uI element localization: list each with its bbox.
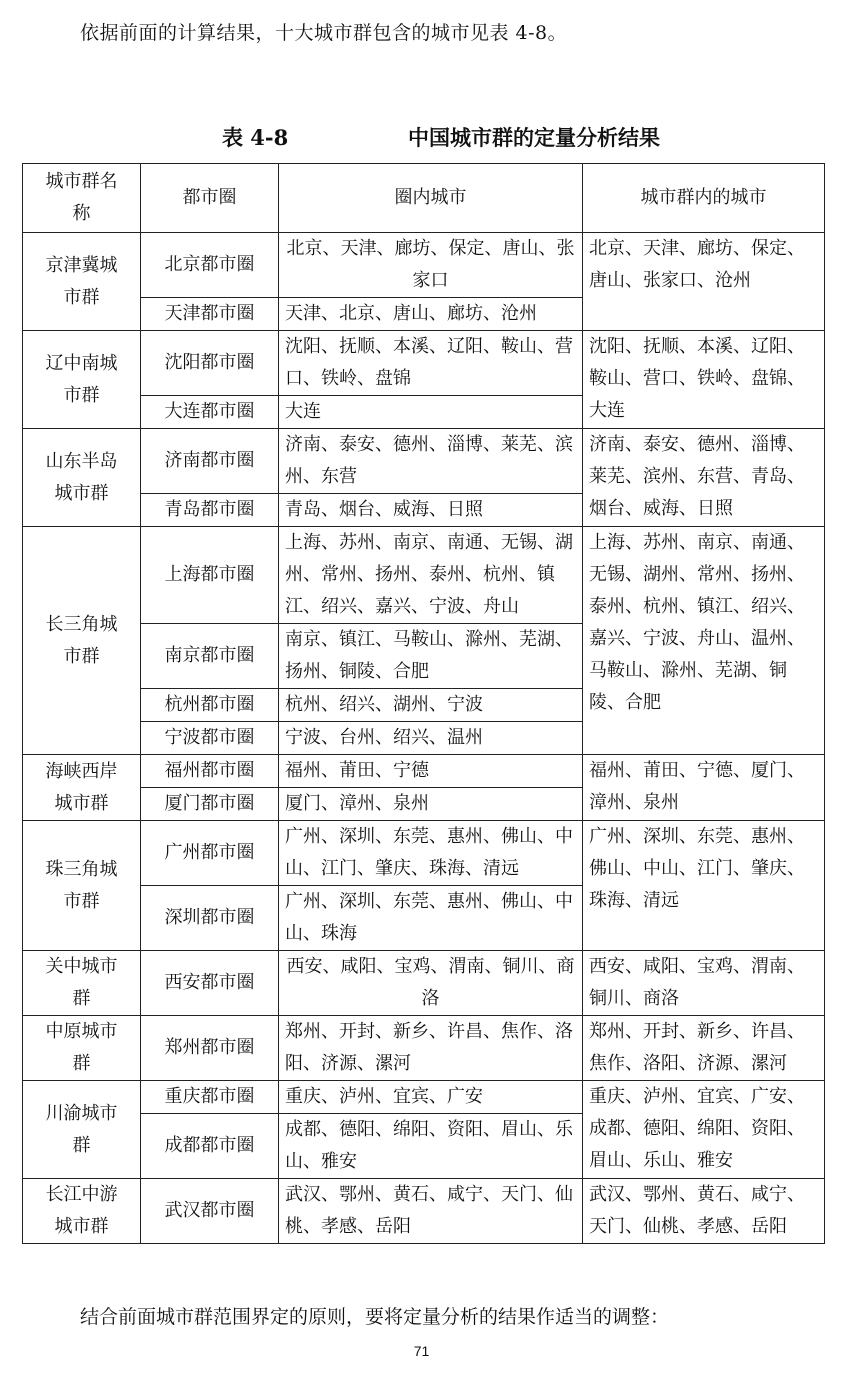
cluster-name-cell: 中原城市群 <box>23 1016 141 1081</box>
metro-name-cell: 青岛都市圈 <box>141 494 279 527</box>
cluster-name-cell: 长三角城市群 <box>23 527 141 755</box>
table-title: 中国城市群的定量分析结果 <box>408 125 660 150</box>
intro-paragraph: 依据前面的计算结果，十大城市群包含的城市见表 4-8。 <box>80 22 568 44</box>
metro-cities-cell: 武汉、鄂州、黄石、咸宁、天门、仙桃、孝感、岳阳 <box>279 1179 583 1244</box>
metro-cities-cell: 重庆、泸州、宜宾、广安 <box>279 1081 583 1114</box>
table-header-row <box>23 164 825 233</box>
table-row <box>23 429 825 494</box>
header-cluster-cities: 城市群内的城市 <box>583 164 825 233</box>
metro-name-cell: 沈阳都市圈 <box>141 331 279 396</box>
cluster-cities-cell: 福州、莆田、宁德、厦门、漳州、泉州 <box>583 755 825 821</box>
metro-cities-cell: 厦门、漳州、泉州 <box>279 788 583 821</box>
metro-name-cell: 福州都市圈 <box>141 755 279 788</box>
metro-cities-cell: 天津、北京、唐山、廊坊、沧州 <box>279 298 583 331</box>
cluster-name-cell: 辽中南城市群 <box>23 331 141 429</box>
metro-name-cell: 西安都市圈 <box>141 951 279 1016</box>
metro-cities-cell: 郑州、开封、新乡、许昌、焦作、洛阳、济源、漯河 <box>279 1016 583 1081</box>
metro-cities-cell: 成都、德阳、绵阳、资阳、眉山、乐山、雅安 <box>279 1114 583 1179</box>
table-row <box>23 1081 825 1114</box>
table-row <box>23 755 825 788</box>
metro-cities-cell: 北京、天津、廊坊、保定、唐山、张家口 <box>279 233 583 298</box>
metro-name-cell: 宁波都市圈 <box>141 722 279 755</box>
metro-cities-cell: 南京、镇江、马鞍山、滁州、芜湖、扬州、铜陵、合肥 <box>279 624 583 689</box>
cluster-name-cell: 川渝城市群 <box>23 1081 141 1179</box>
cluster-name-cell: 海峡西岸城市群 <box>23 755 141 821</box>
cluster-cities-cell: 西安、咸阳、宝鸡、渭南、铜川、商洛 <box>583 951 825 1016</box>
metro-name-cell: 天津都市圈 <box>141 298 279 331</box>
cluster-cities-cell: 武汉、鄂州、黄石、咸宁、天门、仙桃、孝感、岳阳 <box>583 1179 825 1244</box>
metro-name-cell: 济南都市圈 <box>141 429 279 494</box>
metro-cities-cell: 青岛、烟台、威海、日照 <box>279 494 583 527</box>
metro-name-cell: 重庆都市圈 <box>141 1081 279 1114</box>
header-cluster-name: 城市群名称 <box>23 164 141 233</box>
metro-name-cell: 杭州都市圈 <box>141 689 279 722</box>
page-number: 71 <box>413 1343 430 1359</box>
table-row <box>23 331 825 396</box>
metro-name-cell: 厦门都市圈 <box>141 788 279 821</box>
cluster-cities-cell: 重庆、泸州、宜宾、广安、成都、德阳、绵阳、资阳、眉山、乐山、雅安 <box>583 1081 825 1179</box>
cluster-cities-cell: 沈阳、抚顺、本溪、辽阳、鞍山、营口、铁岭、盘锦、大连 <box>583 331 825 429</box>
cluster-cities-cell: 郑州、开封、新乡、许昌、焦作、洛阳、济源、漯河 <box>583 1016 825 1081</box>
metro-name-cell: 上海都市圈 <box>141 527 279 624</box>
metro-name-cell: 大连都市圈 <box>141 396 279 429</box>
metro-cities-cell: 上海、苏州、南京、南通、无锡、湖州、常州、扬州、泰州、杭州、镇江、绍兴、嘉兴、宁波、舟山 <box>279 527 583 624</box>
cluster-cities-cell: 广州、深圳、东莞、惠州、佛山、中山、江门、肇庆、珠海、清远 <box>583 821 825 951</box>
cluster-cities-cell: 上海、苏州、南京、南通、无锡、湖州、常州、扬州、泰州、杭州、镇江、绍兴、嘉兴、宁波、舟山、温州、马鞍山、滁州、芜湖、铜陵、合肥 <box>583 527 825 755</box>
metro-cities-cell: 大连 <box>279 396 583 429</box>
table-row <box>23 527 825 624</box>
table-row <box>23 233 825 298</box>
metro-cities-cell: 广州、深圳、东莞、惠州、佛山、中山、江门、肇庆、珠海、清远 <box>279 821 583 886</box>
metro-cities-cell: 杭州、绍兴、湖州、宁波 <box>279 689 583 722</box>
cluster-name-cell: 长江中游城市群 <box>23 1179 141 1244</box>
table-body <box>23 233 825 1244</box>
table-number: 表 4-8 <box>222 125 289 150</box>
table-row <box>23 1016 825 1081</box>
metro-cities-cell: 广州、深圳、东莞、惠州、佛山、中山、珠海 <box>279 886 583 951</box>
metro-name-cell: 南京都市圈 <box>141 624 279 689</box>
metro-cities-cell: 沈阳、抚顺、本溪、辽阳、鞍山、营口、铁岭、盘锦 <box>279 331 583 396</box>
metro-name-cell: 广州都市圈 <box>141 821 279 886</box>
metro-cities-cell: 西安、咸阳、宝鸡、渭南、铜川、商洛 <box>279 951 583 1016</box>
header-metro-area: 都市圈 <box>141 164 279 233</box>
cluster-name-cell: 珠三角城市群 <box>23 821 141 951</box>
metro-name-cell: 郑州都市圈 <box>141 1016 279 1081</box>
metro-cities-cell: 宁波、台州、绍兴、温州 <box>279 722 583 755</box>
metro-name-cell: 深圳都市圈 <box>141 886 279 951</box>
cluster-name-cell: 关中城市群 <box>23 951 141 1016</box>
cluster-cities-cell: 北京、天津、廊坊、保定、唐山、张家口、沧州 <box>583 233 825 331</box>
table-row <box>23 821 825 886</box>
metro-name-cell: 成都都市圈 <box>141 1114 279 1179</box>
city-cluster-table <box>22 163 825 1244</box>
cluster-name-cell: 京津冀城市群 <box>23 233 141 331</box>
table-row <box>23 1179 825 1244</box>
metro-name-cell: 北京都市圈 <box>141 233 279 298</box>
table-row <box>23 951 825 1016</box>
cluster-name-cell: 山东半岛城市群 <box>23 429 141 527</box>
metro-cities-cell: 福州、莆田、宁德 <box>279 755 583 788</box>
table-caption <box>0 122 843 152</box>
metro-cities-cell: 济南、泰安、德州、淄博、莱芜、滨州、东营 <box>279 429 583 494</box>
metro-name-cell: 武汉都市圈 <box>141 1179 279 1244</box>
header-metro-cities: 圈内城市 <box>279 164 583 233</box>
cluster-cities-cell: 济南、泰安、德州、淄博、莱芜、滨州、东营、青岛、烟台、威海、日照 <box>583 429 825 527</box>
outro-paragraph: 结合前面城市群范围界定的原则，要将定量分析的结果作适当的调整： <box>80 1306 670 1328</box>
